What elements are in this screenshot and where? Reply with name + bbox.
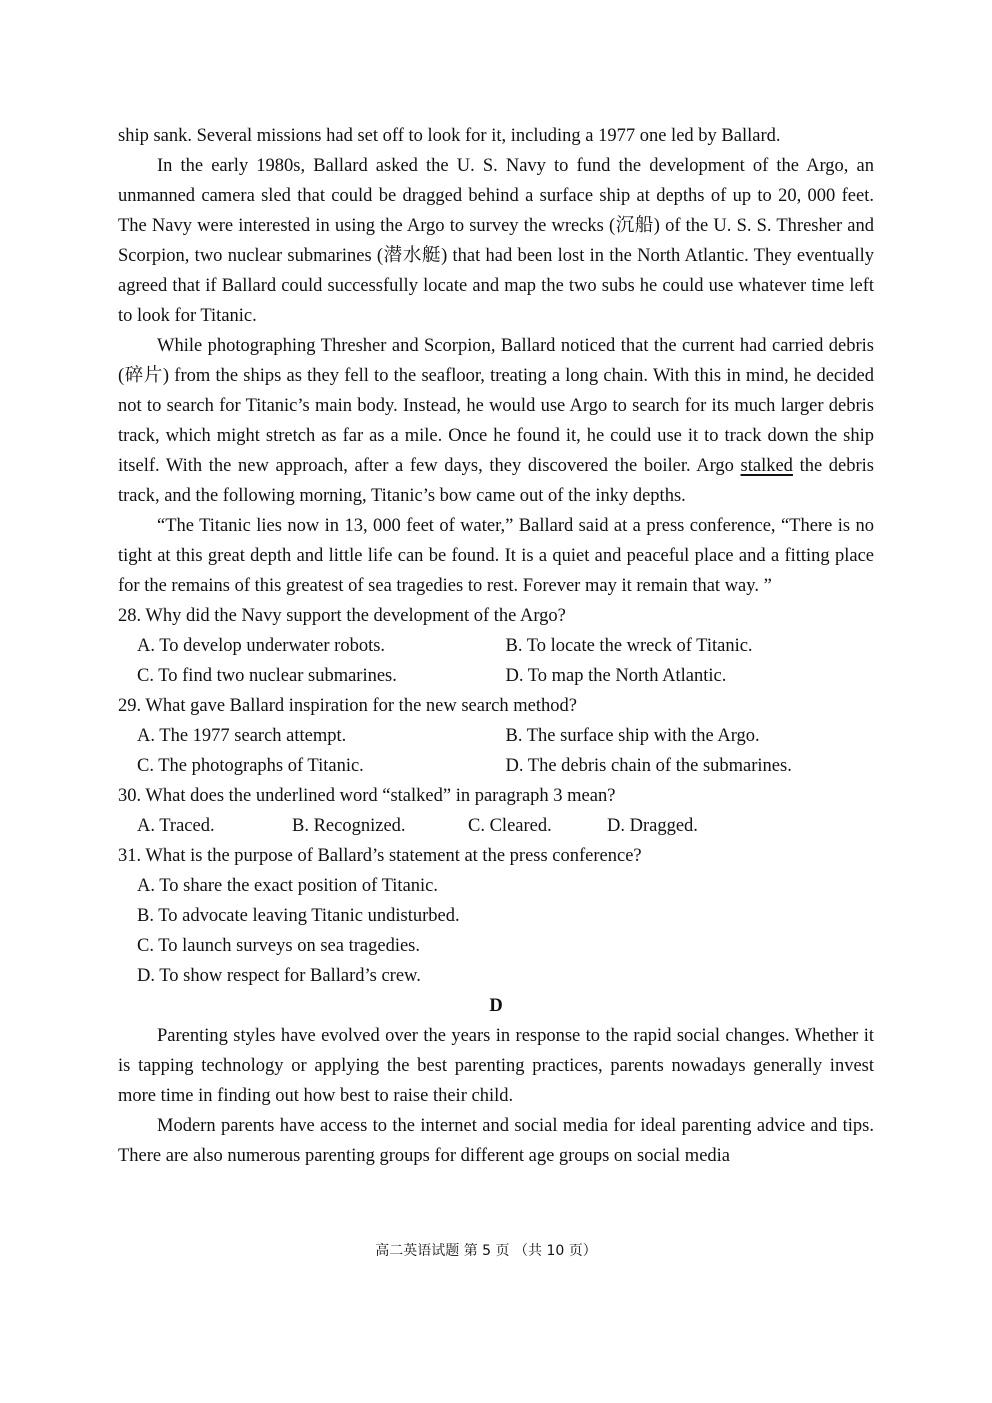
question-30-option-c: C. Cleared. [468,816,552,836]
passage-d-paragraph-1: Parenting styles have evolved over the years in response to the rapid social changes. Whether it is tapping technology or applying the best parenting practices, parents nowadays generally invest more time in finding out how best to raise their child. [118,1026,874,1106]
question-31-stem: 31. What is the purpose of Ballard’s statement at the press conference? [118,846,642,866]
question-28-options-row-2 [118,661,874,691]
question-30-stem: 30. What does the underlined word “stalked” in paragraph 3 mean? [118,786,616,806]
question-30-option-a: A. Traced. [137,816,215,836]
question-29-stem: 29. What gave Ballard inspiration for the new search method? [118,696,577,716]
passage-d-paragraph-2: Modern parents have access to the internet and social media for ideal parenting advice and tips. There are also numerous parenting groups for different age groups on social media [118,1116,874,1166]
question-30-options-row [118,811,874,841]
page-footer: 高二英语试题 第 5 页 （共 10 页） [375,1243,597,1259]
question-29-option-a: A. The 1977 search attempt. [137,726,347,746]
question-28-options-row-1 [118,631,874,661]
question-31-option-d: D. To show respect for Ballard’s crew. [137,966,421,986]
question-28-option-a: A. To develop underwater robots. [137,636,386,656]
passage-c-paragraph-4: “The Titanic lies now in 13, 000 feet of water,” Ballard said at a press conference, “There is no tight at this great depth and little life can be found. It is a quiet and peaceful place and a fitting place for the remains of this greatest of sea tragedies to rest. Forever may it remain that way. ” [118,516,874,596]
question-28-option-b: B. To locate the wreck of Titanic. [505,636,753,656]
passage-c-paragraph-1: ship sank. Several missions had set off to look for it, including a 1977 one led by Ballard. [118,126,781,146]
question-29-options-row-2 [118,751,874,781]
question-29-option-c: C. The photographs of Titanic. [137,756,364,776]
question-29-option-b: B. The surface ship with the Argo. [505,726,760,746]
exam-page-content [118,121,874,1171]
question-28-stem: 28. Why did the Navy support the development of the Argo? [118,606,566,626]
section-d-heading: D [489,996,503,1016]
passage-c-paragraph-3 [118,331,874,511]
question-28-option-c: C. To find two nuclear submarines. [137,666,397,686]
underlined-word-stalked: stalked [740,456,793,476]
question-30-option-d: D. Dragged. [607,816,698,836]
question-31-option-c: C. To launch surveys on sea tragedies. [137,936,420,956]
paragraph-3-text-before: While photographing Thresher and Scorpion, Ballard noticed that the current had carried debris (碎片) from the ships as they fell to the seafloor, treating a long chain. With this in mind, he decided not to search for Titanic’s main body. Instead, he would use Argo to search for its much larger debris track, which might stretch as far as a mile. Once he found it, he could use it to track down the ship itself. With the new approach, after a few days, they discovered the boiler. Argo [118,336,874,476]
paragraph-3-text-after: the debris track, and the following morning, Titanic’s bow came out of the inky depths. [118,456,875,506]
passage-c-paragraph-2: In the early 1980s, Ballard asked the U. S. Navy to fund the development of the Argo, an unmanned camera sled that could be dragged behind a surface ship at depths of up to 20, 000 feet. The Navy were interested in using the Argo to survey the wrecks (沉船) of the U. S. S. Thresher and Scorpion, two nuclear submarines (潜水艇) that had been lost in the North Atlantic. They eventually agreed that if Ballard could successfully locate and map the two subs he could use whatever time left to look for Titanic. [118,156,874,326]
question-29-options-row-1 [118,721,874,751]
question-29-option-d: D. The debris chain of the submarines. [505,756,792,776]
question-31-option-b: B. To advocate leaving Titanic undisturbed. [137,906,460,926]
question-30-option-b: B. Recognized. [292,816,406,836]
question-31-option-a: A. To share the exact position of Titanic. [137,876,439,896]
question-28-option-d: D. To map the North Atlantic. [505,666,727,686]
